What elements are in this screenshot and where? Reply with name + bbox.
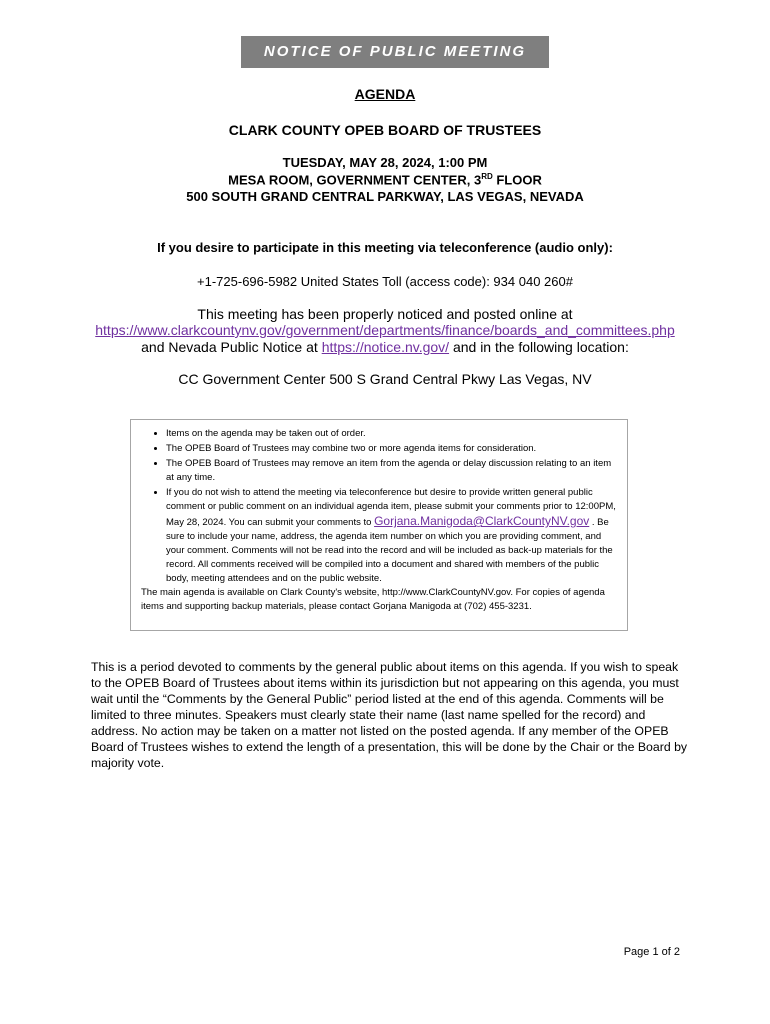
notice-footer: The main agenda is available on Clark County's website, http://www.ClarkCountyNV.gov. For copies of agenda items and supporting backup materials, please contact Gorjana Manigoda at (702) 455-3231. [141, 587, 605, 612]
room-prefix: MESA ROOM, GOVERNMENT CENTER, 3 [228, 172, 482, 188]
meeting-address: 500 SOUTH GRAND CENTRAL PARKWAY, LAS VEGAS, NEVADA [186, 189, 584, 204]
public-comment-paragraph: This is a period devoted to comments by the general public about items on this agenda. If you wish to speak to the OPEB Board of Trustees about items within its jurisdiction but not appearing on this agenda, you must wait until the “Comments by the General Public” period listed at the end of this agenda. Comments will be limited to three minutes. Speakers must clearly state their name (last name spelled for the record) and address. No action may be taken on a matter not listed on the posted agenda. If any member of the OPEB Board of Trustees wishes to extend the length of a presentation, this will be done by the Chair or the Board by majority vote. [91, 660, 688, 770]
room-suffix: FLOOR [492, 172, 542, 188]
notice-box [130, 419, 628, 631]
teleconference-heading: If you desire to participate in this meeting via teleconference (audio only): [157, 240, 613, 255]
notice-list [141, 426, 619, 586]
posted-online-text: This meeting has been properly noticed and posted online at [197, 306, 573, 322]
agenda-title: AGENDA [354, 86, 416, 102]
nevada-prefix: and Nevada Public Notice at [141, 339, 322, 355]
nevada-suffix: and in the following location: [449, 339, 629, 355]
posting-location: CC Government Center 500 S Grand Central Pkwy Las Vegas, NV [178, 371, 592, 387]
nevada-notice-line [0, 339, 770, 355]
room-ordinal: RD [481, 172, 493, 181]
notice-item: • Items on the agenda may be taken out of order. [166, 426, 619, 441]
notice-item-written-comment [166, 485, 619, 586]
meeting-date: TUESDAY, MAY 28, 2024, 1:00 PM [282, 155, 488, 170]
page-number: Page 1 of 2 [623, 946, 680, 958]
boards-committees-link[interactable]: https://www.clarkcountynv.gov/government/departments/finance/boards_and_committees.php [95, 322, 675, 338]
teleconference-phone: +1-725-696-5982 United States Toll (access code): 934 040 260# [197, 274, 573, 289]
notice-item: • The OPEB Board of Trustees may remove an item from the agenda or delay discussion relating to an item at any time. [166, 456, 619, 485]
notice-banner: NOTICE OF PUBLIC MEETING [241, 36, 549, 68]
notice-item: • The OPEB Board of Trustees may combine two or more agenda items for consideration. [166, 441, 619, 456]
comment-instructions: If you do not wish to attend the meeting via teleconference but desire to provide written general public comment or public comment on an individual agenda item, please submit your comments prior to 12:00PM, May 28, 2024. You can submit your comments to [166, 487, 616, 528]
board-title: CLARK COUNTY OPEB BOARD OF TRUSTEES [228, 122, 542, 138]
comment-instructions-cont: . Be sure to include your name, address, the agenda item number on which you are providing comment, and your comment. Comments will not be read into the record and will be included as back-up materials for the record. All comments received will be compiled into a document and shared with members of the public body, meeting attendees and on the public website. [166, 517, 613, 584]
email-link[interactable]: Gorjana.Manigoda@ClarkCountyNV.gov [374, 514, 590, 528]
boards-url-line [0, 322, 770, 338]
nevada-notice-link[interactable]: https://notice.nv.gov/ [321, 339, 450, 355]
meeting-room [0, 172, 770, 187]
